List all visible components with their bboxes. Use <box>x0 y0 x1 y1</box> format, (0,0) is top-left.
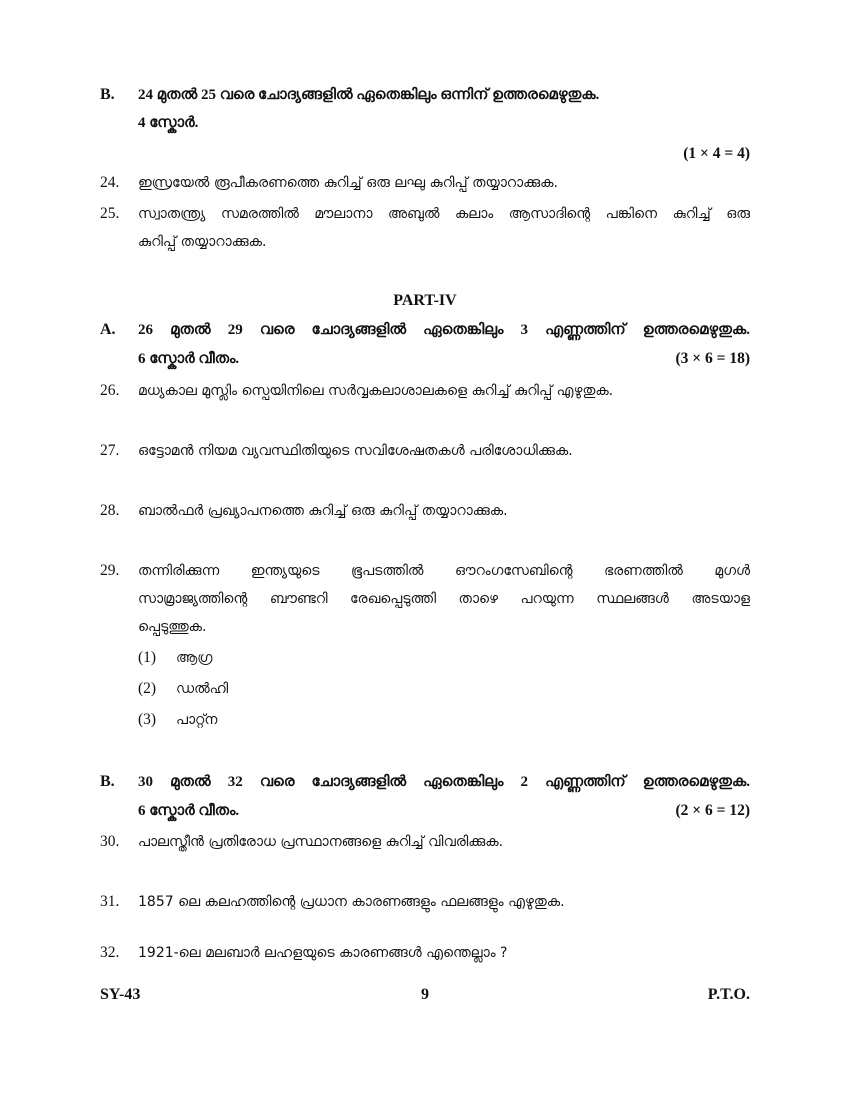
section-a-instruction: 26 മുതൽ 29 വരെ ചോദ്യങ്ങളിൽ ഏതെങ്കിലും 3 എണ്ണത്തിന് ഉത്തരമെഴുതുക. <box>138 322 750 338</box>
footer-code: SY-43 <box>100 986 141 1003</box>
question-text: മധ്യകാല മുസ്ലിം സ്പെയിനിലെ സർവ്വകലാശാലകളെ കുറിച്ച് കുറിപ്പ് എഴുതുക. <box>138 383 614 399</box>
section-b-instruction: 24 മുതൽ 25 വരെ ചോദ്യങ്ങളിൽ ഏതെങ്കിലും ഒന്നിന് ഉത്തരമെഴുതുക. <box>138 87 600 103</box>
footer-pto: P.T.O. <box>707 986 750 1003</box>
footer-page-number: 9 <box>421 986 429 1003</box>
question-text: പാലസ്തീൻ പ്രതിരോധ പ്രസ്ഥാനങ്ങളെ കുറിച്ച് വിവരിക്കുക. <box>138 834 504 850</box>
sub-item-text: പാറ്റ്ന <box>176 712 218 728</box>
section-b-marks: (1 × 4 = 4) <box>683 145 750 162</box>
sub-item-text: ഡൽഹി <box>176 681 229 697</box>
section-b2-instruction: 30 മുതൽ 32 വരെ ചോദ്യങ്ങളിൽ ഏതെങ്കിലും 2 എണ്ണത്തിന് ഉത്തരമെഴുതുക. <box>138 774 750 790</box>
section-b2-marks: (2 × 6 = 12) <box>675 802 750 819</box>
section-b-letter: B. <box>100 86 115 103</box>
question-number: 30. <box>100 833 120 850</box>
question-number: 29. <box>100 562 120 579</box>
sub-item-text: ആഗ്ര <box>176 650 213 666</box>
question-text-continued: കുറിപ്പ് തയ്യാറാക്കുക. <box>138 234 267 250</box>
sub-item-number: (1) <box>138 649 157 666</box>
part-title: PART-IV <box>393 292 457 309</box>
section-a-letter: A. <box>100 321 116 338</box>
section-b2-letter: B. <box>100 773 115 790</box>
question-text-continued: പ്പെടുത്തുക. <box>138 619 207 635</box>
question-text: 1857 ലെ കലഹത്തിന്റെ പ്രധാന കാരണങ്ങളും ഫലങ്ങളും എഴുതുക. <box>138 894 565 910</box>
question-text: തന്നിരിക്കുന്ന ഇന്ത്യയുടെ ഭൂപടത്തിൽ ഔറംഗസേബിന്റെ ഭരണത്തിൽ മുഗൾ <box>138 563 750 579</box>
section-a-marks: (3 × 6 = 18) <box>675 350 750 367</box>
sub-item-number: (2) <box>138 680 157 697</box>
section-b-score: 4 സ്കോർ. <box>138 115 199 131</box>
question-text: ഒട്ടോമൻ നിയമ വ്യവസ്ഥിതിയുടെ സവിശേഷതകൾ പരിശോധിക്കുക. <box>138 443 573 459</box>
question-text: 1921-ലെ മലബാർ ലഹളയുടെ കാരണങ്ങൾ എന്തെല്ലാം ? <box>138 945 508 961</box>
question-number: 26. <box>100 382 120 399</box>
question-number: 24. <box>100 174 120 191</box>
section-a-score: 6 സ്കോർ വീതം. <box>138 351 240 367</box>
section-b2-score: 6 സ്കോർ വീതം. <box>138 803 240 819</box>
question-text: ഇസ്രയേൽ രൂപീകരണത്തെ കുറിച്ച് ഒരു ലഘു കുറിപ്പ് തയ്യാറാക്കുക. <box>138 175 558 191</box>
sub-item-number: (3) <box>138 711 157 728</box>
question-number: 28. <box>100 502 120 519</box>
question-text-continued: സാമ്രാജ്യത്തിന്റെ ബൗണ്ടറി രേഖപ്പെടുത്തി താഴെ പറയുന്ന സ്ഥലങ്ങൾ അടയാള <box>138 591 750 607</box>
question-text: ബാൽഫർ പ്രഖ്യാപനത്തെ കുറിച്ച് ഒരു കുറിപ്പ് തയ്യാറാക്കുക. <box>138 503 508 519</box>
question-number: 25. <box>100 205 120 222</box>
question-number: 31. <box>100 893 120 910</box>
question-number: 27. <box>100 442 120 459</box>
question-number: 32. <box>100 944 120 961</box>
question-text: സ്വാതന്ത്ര്യ സമരത്തിൽ മൗലാനാ അബുൽ കലാം ആസാദിന്റെ പങ്കിനെ കുറിച്ച് ഒരു <box>138 206 750 222</box>
